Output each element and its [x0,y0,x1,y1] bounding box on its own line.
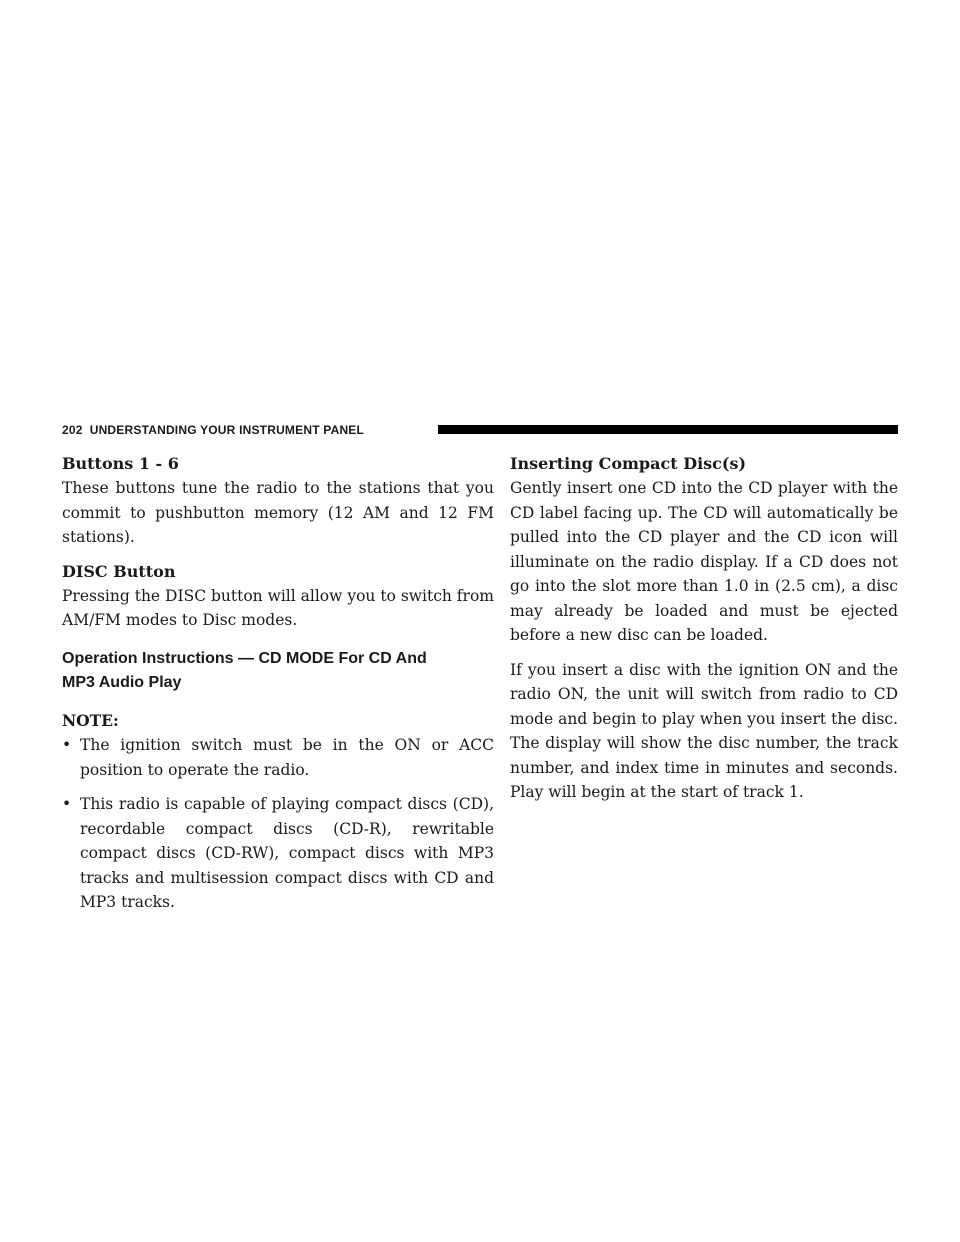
note-bullet-2 [62,792,494,915]
left-column [62,452,494,915]
note-bullet-1 [62,733,494,782]
disc-button-paragraph: Pressing the DISC button will allow you to switch from AM/FM modes to Disc modes. [62,586,494,629]
inserting-paragraph: Gently insert one CD into the CD player with the CD label facing up. The CD will automatically be pulled into the CD player and the CD icon will illuminate on the radio display. If a CD does not go into the slot more than 1.0 in (2.5 cm), a disc may already be loaded and must be ejected before a new disc can be loaded. [510,479,898,644]
buttons-paragraph: These buttons tune the radio to the stations that you commit to pushbutton memory (12 AM and 12 FM stations). [62,479,494,546]
bullet-dot: • [62,795,72,813]
operation-heading-line1: Operation Instructions — CD MODE For CD And [62,649,427,667]
operation-heading-line2: MP3 Audio Play [62,673,182,691]
page-header [62,422,898,438]
section-title: UNDERSTANDING YOUR INSTRUMENT PANEL [89,423,365,437]
bullet-dot: • [62,736,72,754]
page-number: 202 [62,423,83,437]
inserting-heading: Inserting Compact Disc(s) [510,454,747,473]
right-column [510,452,898,805]
disc-button-heading: DISC Button [62,561,176,581]
bullet-text: The ignition switch must be in the ON or ACC position to operate the radio. [80,736,494,779]
bullet-text: This radio is capable of playing compact discs (CD), recordable compact discs (CD-R), rewritable compact discs (CD-RW), compact discs with MP3 tracks and multisession compact discs with CD and MP3 tracks. [80,795,494,911]
header-rule [438,425,898,434]
operation-heading [62,647,494,695]
note-label: NOTE: [62,710,119,730]
buttons-heading: Buttons 1 - 6 [62,454,179,473]
ignition-paragraph: If you insert a disc with the ignition ON and the radio ON, the unit will switch from radio to CD mode and begin to play when you insert the disc. The display will show the disc number, the track number, and index time in minutes and seconds. Play will begin at the start of track 1. [510,660,898,801]
header-text [62,422,372,438]
